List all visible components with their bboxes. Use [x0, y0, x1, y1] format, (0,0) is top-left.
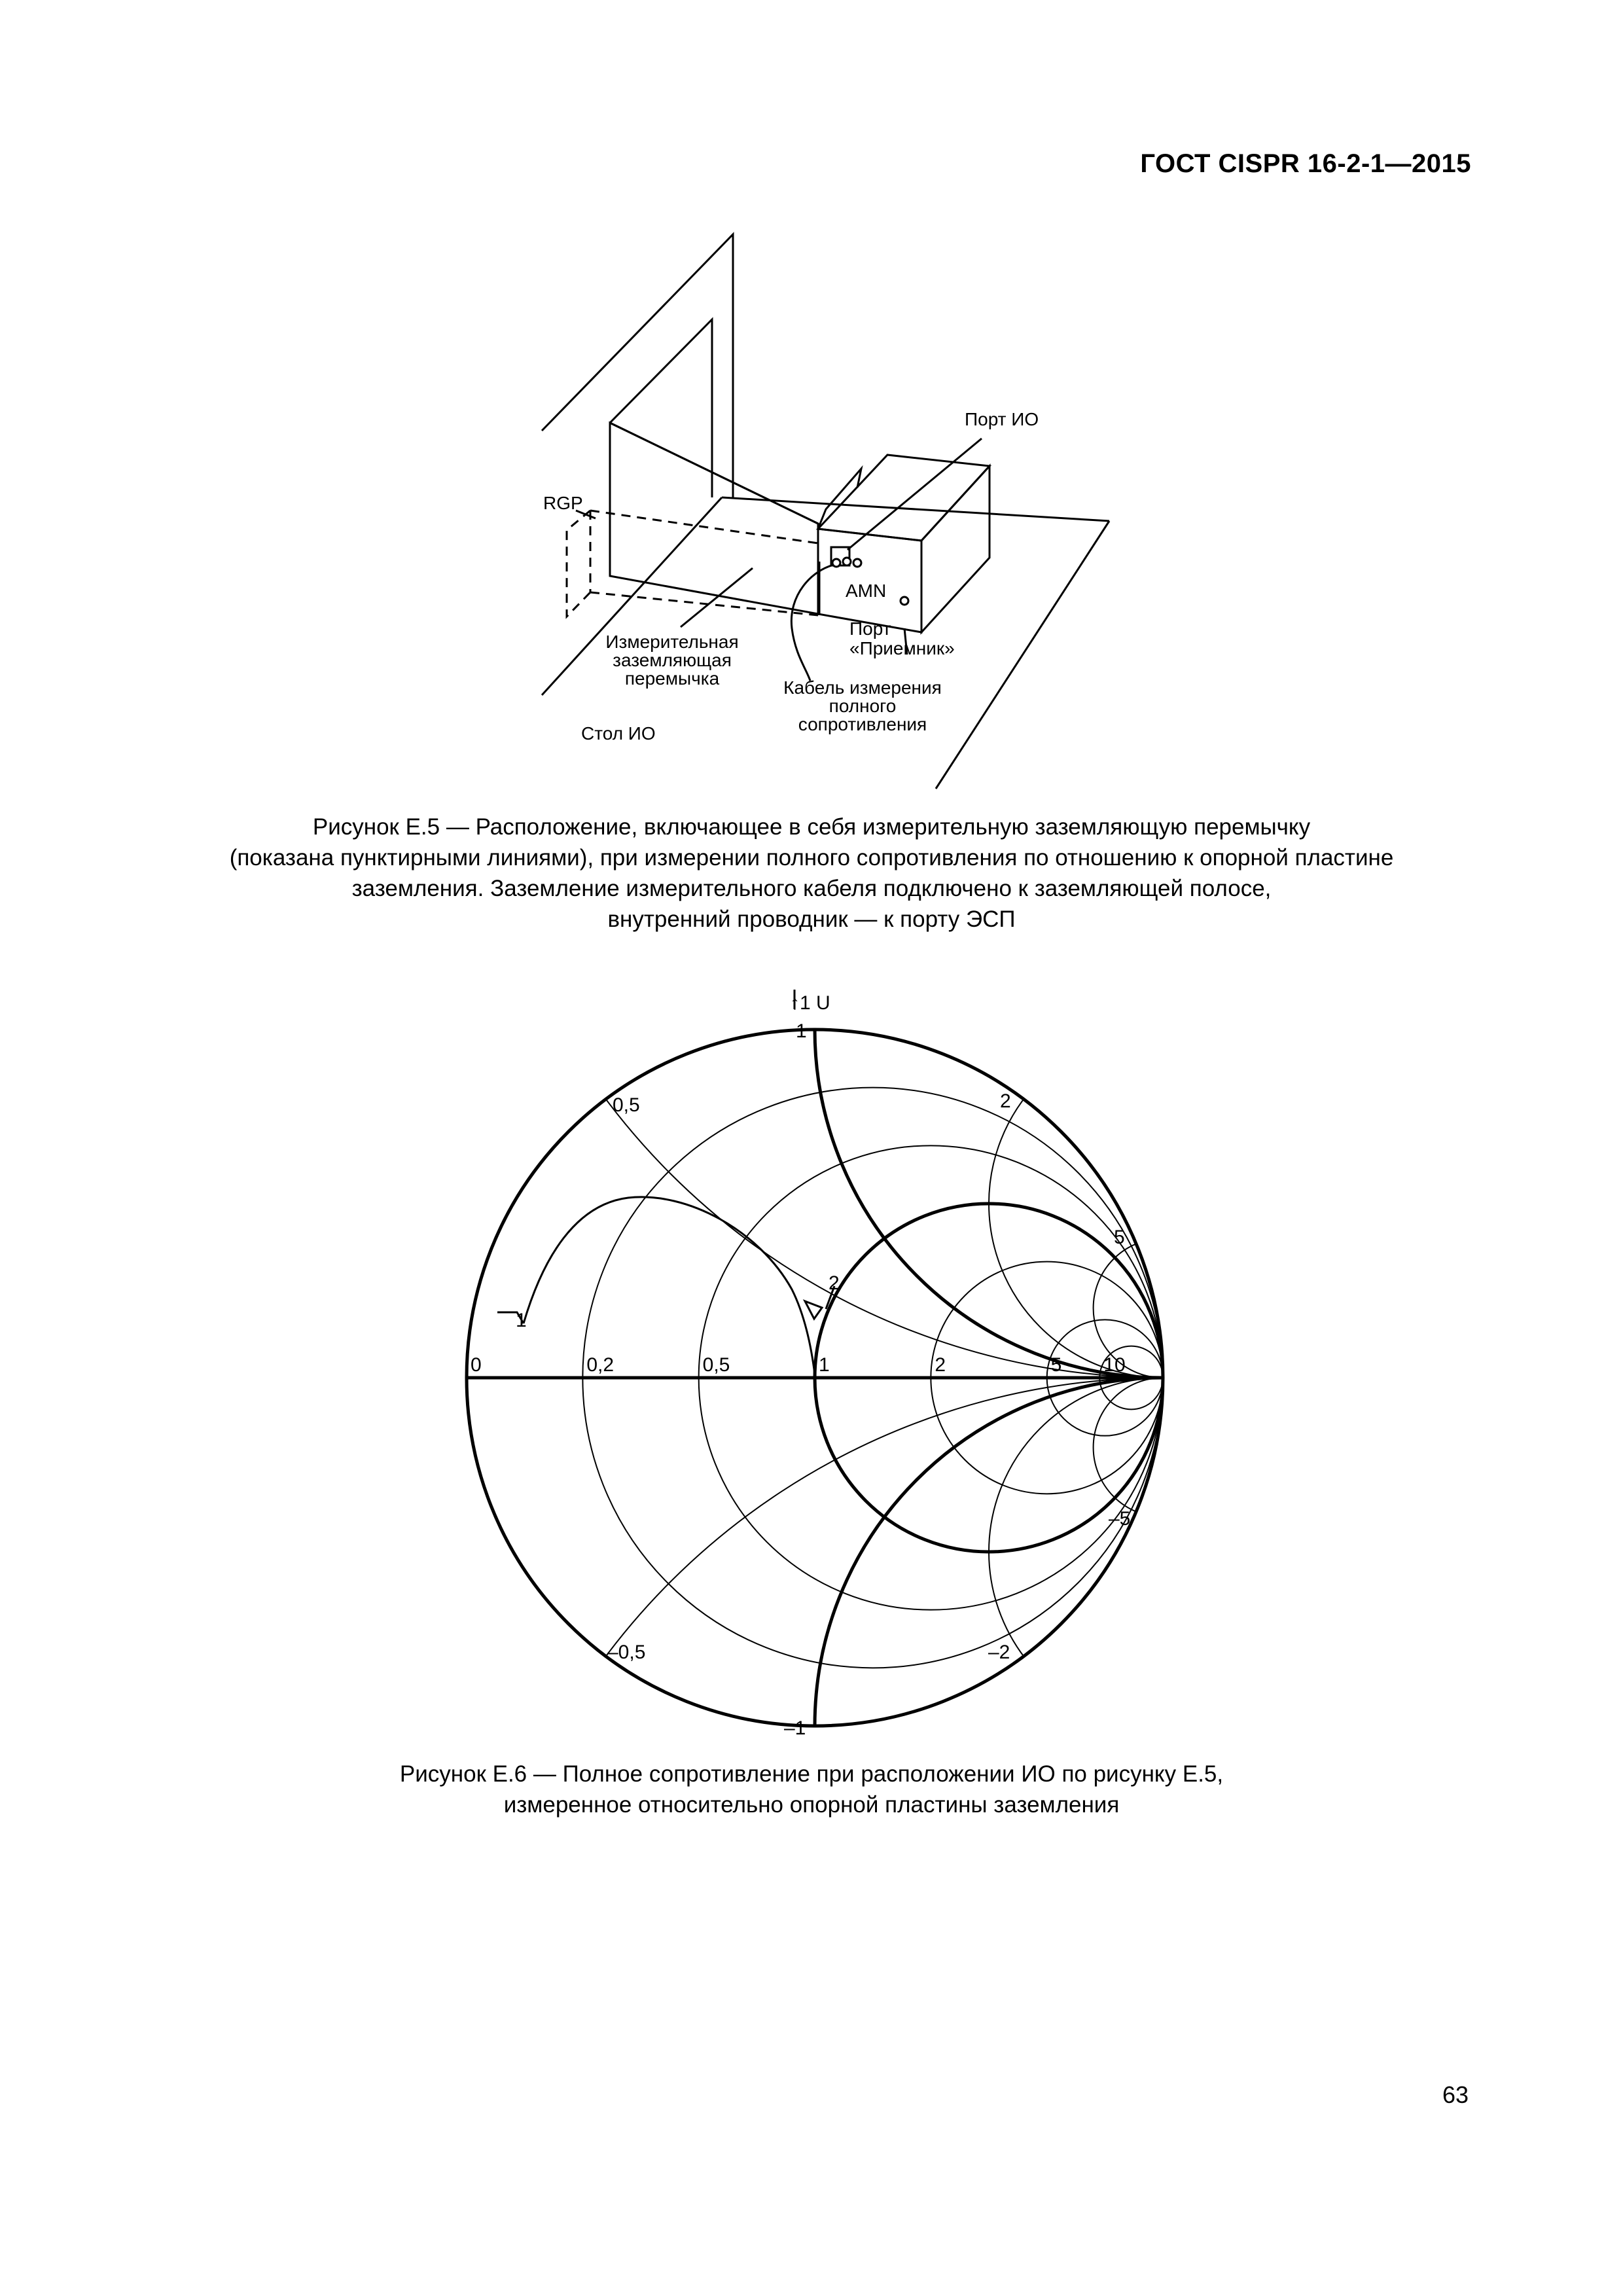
standard-header: ГОСТ CISPR 16-2-1—2015	[1140, 149, 1471, 178]
caption-line: Рисунок Е.5 — Расположение, включающее в себя измерительную заземляющую перемычку	[312, 814, 1311, 840]
reactance-arc	[989, 1378, 1337, 1726]
curve-start-label: 1	[516, 1310, 527, 1331]
resistance-label: 0,2	[586, 1354, 615, 1376]
label-port-receiver-1: Порт	[849, 619, 891, 639]
caption-line: измеренное относительно опорной пластины заземления	[503, 1792, 1120, 1818]
resistance-label: 10	[1103, 1354, 1126, 1376]
reactance-label-neg-1: –1	[784, 1717, 806, 1739]
resistance-label: 0	[471, 1354, 482, 1376]
label-cable-2: полного	[829, 696, 897, 716]
label-cable-1: Кабель измерения	[783, 677, 942, 698]
amn-top	[818, 455, 990, 541]
caption-line: внутренний проводник — к порту ЭСП	[607, 906, 1016, 932]
reactance-label-neg-2: –2	[988, 1641, 1010, 1663]
top-marker-label: ↑1 U	[790, 992, 830, 1014]
resistance-label: 0,5	[702, 1354, 730, 1376]
reactance-arc	[467, 1378, 1623, 1754]
label-port-eut: Порт ИО	[965, 409, 1039, 429]
reactance-label-pos-1: 1	[796, 1020, 807, 1042]
table-edge-right	[936, 521, 1109, 789]
pointer-port-eut	[847, 439, 982, 550]
resistance-label: 5	[1050, 1354, 1062, 1376]
reactance-label-pos-0-5: 0,5	[613, 1094, 640, 1116]
label-rgp: RGP	[543, 493, 583, 513]
reactance-label-neg-0-5: –0,5	[607, 1641, 646, 1663]
label-table: Стол ИО	[581, 723, 656, 744]
dashed-strap	[567, 511, 818, 617]
pointer-strap	[681, 568, 753, 627]
amn-side	[921, 466, 990, 632]
label-amn: AMN	[846, 581, 887, 601]
figure-e5-caption	[0, 812, 1623, 935]
resistance-label: 2	[935, 1354, 946, 1376]
caption-line: заземления. Заземление измерительного кабеля подключено к заземляющей полосе,	[351, 876, 1272, 901]
impedance-curve	[524, 1197, 815, 1374]
caption-line: Рисунок Е.6 — Полное сопротивление при расположении ИО по рисунку Е.5,	[399, 1761, 1224, 1787]
amn-protrusion	[818, 469, 861, 529]
page-number: 63	[1442, 2081, 1469, 2108]
label-strap-1: Измерительная	[605, 632, 739, 652]
label-port-receiver-2: «Приемник»	[849, 638, 955, 658]
table-edge-back	[722, 497, 1109, 521]
reactance-arc	[467, 982, 1623, 1378]
reactance-label-neg-5: –5	[1109, 1508, 1131, 1530]
curve-end-marker	[805, 1301, 822, 1319]
curve-end-label: 2	[829, 1272, 840, 1294]
caption-line: (показана пунктирными линиями), при измерении полного сопротивления по отношению к опорной пластине	[229, 845, 1394, 870]
rgp-plane-outer	[542, 234, 733, 497]
strap-plate-top	[610, 423, 818, 524]
label-strap-3: перемычка	[624, 668, 720, 689]
reactance-label-pos-5: 5	[1114, 1227, 1125, 1248]
resistance-label: 1	[819, 1354, 830, 1376]
label-cable-3: сопротивления	[798, 714, 927, 734]
impedance-cable	[791, 564, 836, 681]
reactance-arc	[815, 1378, 1511, 1754]
reactance-arc	[815, 982, 1511, 1378]
reactance-label-pos-2: 2	[1000, 1090, 1011, 1112]
reactance-arc	[989, 1030, 1337, 1378]
figure-e6-smith-chart	[0, 982, 1623, 1754]
label-strap-2: заземляющая	[613, 650, 732, 670]
figure-e6-caption	[0, 1759, 1623, 1820]
figure-e5-diagram	[0, 0, 1623, 805]
